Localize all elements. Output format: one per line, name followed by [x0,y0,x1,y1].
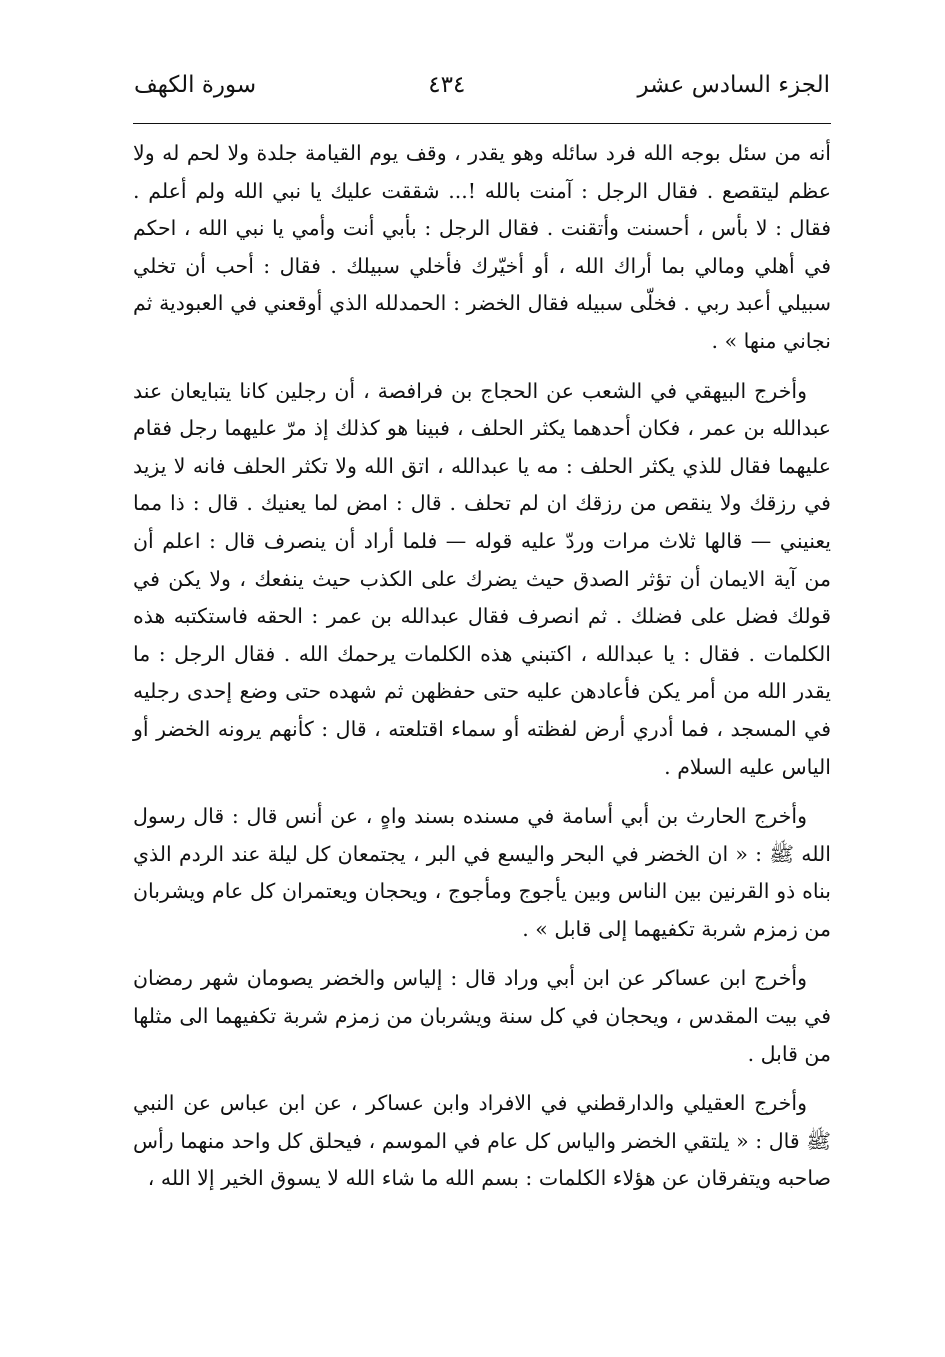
part-title: الجزء السادس عشر [637,72,830,98]
paragraph-uqayli: وأخرج العقيلي والدارقطني في الافراد وابن عساكر ، عن ابن عباس عن النبي ﷺ قال : « يلتقي الخضر والياس كل عام في الموسم ، فيحلق كل واحد منهما رأس صاحبه ويتفرقان عن هؤلاء الكلمات : بسم الله ما شاء الله لا يسوق الخير إلا الله ، [133,1091,831,1191]
page-number: ٤٣٤ [428,72,466,98]
header-divider [133,123,831,124]
page-body [133,135,831,1198]
paragraph-continuation: أنه من سئل بوجه الله فرد سائله وهو يقدر ، وقف يوم القيامة جلدة ولا لحم له ولا عظم ليتقصع . فقال الرجل : آمنت بالله !... شققت عليك يا نبي الله ولم أعلم . فقال : لا بأس ، أحسنت وأتقنت . فقال الرجل : بأبي أنت وأمي يا نبي الله ، احكم في أهلي ومالي بما أراك الله ، أو أخيّرك فأخلي سبيلك . فقال : أحب أن تخلي سبيلي أعبد ربي . فخلّى سبيله فقال الخضر : الحمدلله الذي أوقعني في العبودية ثم نجاني منها » . [133,141,831,353]
paragraph-ibn-asakir: وأخرج ابن عساكر عن ابن أبي وراد قال : إلياس والخضر يصومان شهر رمضان في بيت المقدس ، ويحجان في كل سنة ويشربان من زمزم شربة تكفيهما الى مثلها من قابل . [133,966,831,1066]
paragraph-bayhaqi: وأخرج البيهقي في الشعب عن الحجاج بن فرافصة ، أن رجلين كانا يتبايعان عند عبدالله بن عمر ، فكان أحدهما يكثر الحلف ، فبينا هو كذلك إذ مرّ عليهما رجل فقام عليهما فقال للذي يكثر الحلف : مه يا عبدالله ، اتق الله ولا تكثر الحلف فانه لا يزيد في رزقك ولا ينقص من رزقك ان لم تحلف . قال : امض لما يعنيك . قال : ذا مما يعنيني — قالها ثلاث مرات وردّ عليه قوله — فلما أراد أن ينصرف قال : اعلم أن من آية الايمان أن تؤثر الصدق حيث يضرك على الكذب حيث ينفعك ، ولا يكن في قولك فضل على فضلك . ثم انصرف فقال عبدالله بن عمر : الحقه فاستكتبه هذه الكلمات . فقال : يا عبدالله ، اكتبني هذه الكلمات يرحمك الله . فقال الرجل : ما يقدر الله من أمر يكن فأعادهن عليه حتى حفظهن ثم شهده حتى وضع إحدى رجليه في المسجد ، فما أدري أرض لفظته أو سماء اقتلعته ، قال : كأنهم يرونه الخضر أو الياس عليه السلام . [133,378,831,779]
paragraph-harith: وأخرج الحارث بن أبي أسامة في مسنده بسند واهٍ ، عن أنس قال : قال رسول الله ﷺ : « ان الخضر في البحر واليسع في البر ، يجتمعان كل ليلة عند الردم الذي بناه ذو القرنين بين الناس وبين يأجوج ومأجوج ، ويحجان ويعتمران كل عام ويشربان من زمزم شربة تكفيهما إلى قابل » . [133,804,832,941]
surah-title: سورة الكهف [134,72,257,98]
page-header [134,60,830,110]
